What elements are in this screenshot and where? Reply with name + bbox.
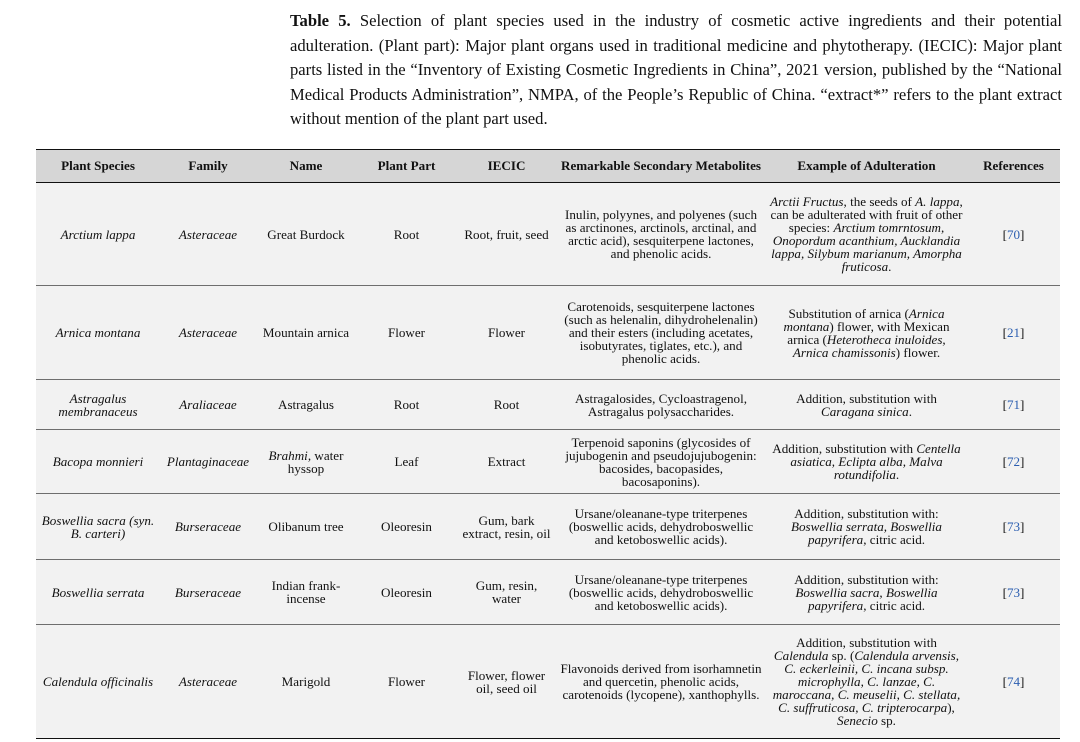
adulteration-text: Heterotheca inuloides, Arnica chamissonis <box>792 331 946 360</box>
adulteration-text: . <box>895 467 900 482</box>
adulteration-text: Substitution of arnica ( <box>788 305 909 321</box>
cell-adulteration <box>766 430 967 494</box>
cell-plant-species: Boswellia sacra (syn. B. carteri) <box>36 494 160 560</box>
cell-plant-species: Boswellia serrata <box>36 560 160 625</box>
cell-adulteration <box>766 625 967 739</box>
cell-references: [70] <box>967 183 1060 286</box>
reference-link[interactable]: 71 <box>1006 397 1021 412</box>
cell-references: [73] <box>967 494 1060 560</box>
cell-references: [21] <box>967 286 1060 380</box>
cell-name: Indian frank-incense <box>256 560 356 625</box>
reference-link[interactable]: 74 <box>1006 674 1021 689</box>
table-caption-label: Table 5. <box>290 11 351 30</box>
cell-references: [74] <box>967 625 1060 739</box>
adulteration-text: Boswellia serrata, Boswellia papyrifera <box>791 519 942 547</box>
cell-secondary-metabolites: Terpenoid saponins (glycosides of jujubogenin and pseudojujubogenin: bacosides, bacopasides, bacosaponins). <box>556 430 766 494</box>
cell-plant-part: Flower <box>356 625 457 739</box>
table-header-row <box>36 150 1060 183</box>
table-row <box>36 560 1060 625</box>
cell-name: Great Burdock <box>256 183 356 286</box>
cell-name <box>256 430 356 494</box>
adulteration-text: , the seeds of <box>843 194 916 209</box>
cell-plant-part: Root <box>356 380 457 430</box>
adulteration-text: Addition, substitution with <box>796 635 937 650</box>
cell-plant-part: Oleoresin <box>356 560 457 625</box>
adulteration-text: , citric acid. <box>863 532 926 547</box>
header-plant-part: Plant Part <box>356 150 457 183</box>
adulteration-text: sp. <box>877 713 896 728</box>
adulteration-text: . <box>908 403 912 419</box>
cell-references: [72] <box>967 430 1060 494</box>
table-row <box>36 380 1060 430</box>
cell-plant-species: Bacopa monnieri <box>36 430 160 494</box>
adulteration-text: ), <box>947 700 955 715</box>
adulteration-text: Addition, substitution with <box>796 390 937 406</box>
adulteration-text: , citric acid. <box>863 597 926 613</box>
cell-secondary-metabolites: Ursane/oleanane-type triterpenes (boswellic acids, dehydroboswellic and ketoboswellic acids). <box>556 560 766 625</box>
header-adulteration: Example of Adulteration <box>766 150 967 183</box>
header-iecic: IECIC <box>457 150 556 183</box>
cell-iecic: Flower <box>457 286 556 380</box>
table-row <box>36 183 1060 286</box>
cell-plant-species: Calendula officinalis <box>36 625 160 739</box>
adulteration-text: Arctii Fructus <box>770 194 844 209</box>
header-secondary-metabolites: Remarkable Secondary Metabolites <box>556 150 766 183</box>
cell-secondary-metabolites: Astragalosides, Cycloastragenol, Astragalus polysaccharides. <box>556 380 766 430</box>
cell-name-italic: Brahmi, <box>268 447 312 463</box>
cell-plant-part: Flower <box>356 286 457 380</box>
adulteration-text: Caragana sinica <box>821 403 909 419</box>
reference-link[interactable]: 73 <box>1006 584 1021 600</box>
reference-link[interactable]: 21 <box>1006 325 1021 340</box>
adulteration-text: Boswellia sacra, Boswellia papyrifera <box>795 584 938 613</box>
cell-adulteration <box>766 286 967 380</box>
cell-plant-part: Leaf <box>356 430 457 494</box>
adulteration-text: ) flower, with Mexican arnica ( <box>787 318 950 347</box>
cell-iecic: Extract <box>457 430 556 494</box>
table-caption-text: Selection of plant species used in the industry of cosmetic active ingredients and their potential adulteration. (Plant part): Major plant organs used in traditional medicine and phytotherapy. (IECIC): Major plant parts listed in the “Inventory of Existing Cosmetic Ingredients in China”, 2021 version, published by the “National Medical Products Administration”, NMPA, of the People’s Republic of China. “extract*” refers to the plant extract without mention of the plant part used. <box>290 11 1062 129</box>
adulteration-text: Addition, substitution with: <box>794 571 939 587</box>
cell-family: Asteraceae <box>160 183 256 286</box>
cell-plant-part: Root <box>356 183 457 286</box>
table-row <box>36 430 1060 494</box>
cell-secondary-metabolites: Flavonoids derived from isorhamnetin and quercetin, phenolic acids, carotenoids (lycopene), xanthophylls. <box>556 625 766 739</box>
reference-link[interactable]: 72 <box>1006 454 1021 469</box>
adulteration-text: Arnica montana <box>783 305 945 334</box>
table-header <box>36 150 1060 183</box>
adulteration-text: , can be adulterated with fruit of other species: <box>770 194 963 235</box>
cell-adulteration <box>766 494 967 560</box>
header-references: References <box>967 150 1060 183</box>
cell-secondary-metabolites: Ursane/oleanane-type triterpenes (boswellic acids, dehydroboswellic and ketoboswellic acids). <box>556 494 766 560</box>
cell-iecic: Gum, resin, water <box>457 560 556 625</box>
header-family: Family <box>160 150 256 183</box>
reference-link[interactable]: 70 <box>1006 226 1021 242</box>
cell-iecic: Flower, flower oil, seed oil <box>457 625 556 739</box>
cell-references: [73] <box>967 560 1060 625</box>
cell-name: Olibanum tree <box>256 494 356 560</box>
cell-adulteration <box>766 183 967 286</box>
cell-family: Araliaceae <box>160 380 256 430</box>
cell-secondary-metabolites: Carotenoids, sesquiterpene lactones (such as helenalin, dihydrohelenalin) and their esters (including acetates, isobutyrates, tiglates, etc.), and phenolic acids. <box>556 286 766 380</box>
adulteration-text: Senecio <box>837 713 878 728</box>
cell-plant-species: Arctium lappa <box>36 183 160 286</box>
cell-family: Burseraceae <box>160 494 256 560</box>
adulteration-text: Addition, substitution with: <box>794 506 939 521</box>
cell-secondary-metabolites: Inulin, polyynes, and polyenes (such as arctinones, arctinols, arctinal, and arctic acid), sesquiterpene lactones, and phenolic acids. <box>556 183 766 286</box>
cell-family: Asteraceae <box>160 286 256 380</box>
adulteration-text: Calendula arvensis, C. eckerleinii, C. incana subsp. microphylla, C. lanzae, C. maroccana, C. meuselii, C. stellata, C. suffruticosa, C. tripterocarpa <box>772 648 961 715</box>
reference-link[interactable]: 73 <box>1006 519 1021 534</box>
adulteration-text: sp. ( <box>828 648 855 663</box>
table-row <box>36 625 1060 739</box>
table-row <box>36 494 1060 560</box>
adulteration-text: Centella asiatica, Eclipta alba, Malva rotundifolia <box>790 441 961 482</box>
cell-iecic: Root <box>457 380 556 430</box>
cell-name-rest: water hyssop <box>287 447 344 476</box>
adulteration-text: Addition, substitution with <box>772 441 917 456</box>
cell-family: Plantaginaceae <box>160 430 256 494</box>
header-name: Name <box>256 150 356 183</box>
cell-name: Marigold <box>256 625 356 739</box>
cell-family: Burseraceae <box>160 560 256 625</box>
cell-references: [71] <box>967 380 1060 430</box>
table-row <box>36 286 1060 380</box>
adulteration-text: . <box>888 259 892 274</box>
cell-name: Mountain arnica <box>256 286 356 380</box>
cell-adulteration <box>766 380 967 430</box>
cell-plant-part: Oleoresin <box>356 494 457 560</box>
adulteration-text: Arctium tomrntosum, Onopordum acanthium, Aucklandia lappa, Silybum marianum, Amorpha fruticosa <box>771 220 962 274</box>
table-body <box>36 183 1060 739</box>
cell-plant-species: Astragalus membranaceus <box>36 380 160 430</box>
cell-iecic: Gum, bark extract, resin, oil <box>457 494 556 560</box>
adulteration-text: A. lappa <box>915 194 960 209</box>
cell-name: Astragalus <box>256 380 356 430</box>
species-table <box>36 149 1060 739</box>
cell-plant-species: Arnica montana <box>36 286 160 380</box>
table-caption <box>290 9 1062 132</box>
cell-adulteration <box>766 560 967 625</box>
cell-family: Asteraceae <box>160 625 256 739</box>
adulteration-text: ) flower. <box>895 344 941 360</box>
cell-iecic: Root, fruit, seed <box>457 183 556 286</box>
header-plant-species: Plant Species <box>36 150 160 183</box>
adulteration-text: Calendula <box>773 648 829 663</box>
